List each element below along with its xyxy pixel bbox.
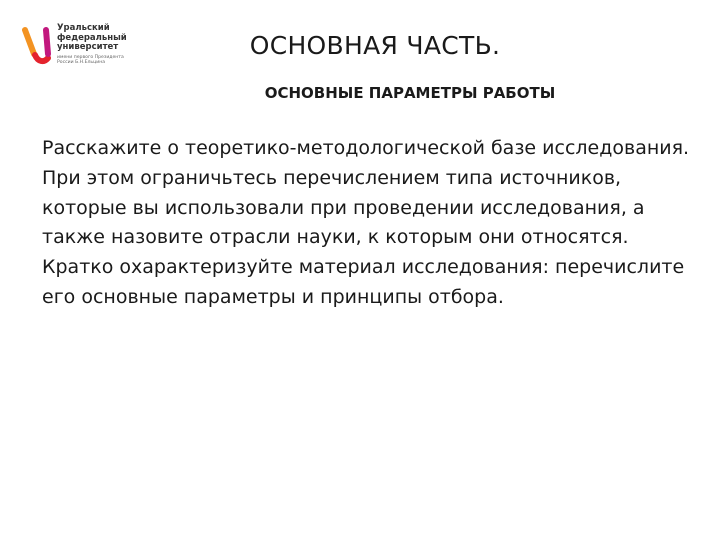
slide-body [42, 134, 692, 313]
slide-title: ОСНОВНАЯ ЧАСТЬ. [249, 31, 501, 60]
logo-line: университет [57, 42, 119, 52]
logo-line: федеральный [57, 32, 127, 43]
urfu-logo-mark-icon [22, 24, 52, 70]
slide-subtitle: ОСНОВНЫЕ ПАРАМЕТРЫ РАБОТЫ [264, 84, 556, 102]
body-paragraph: Расскажите о теоретико-методологической базе исследования. При этом ограничьтесь перечислением типа источников, которые вы использовали при проведении исследования, а также назовите отрасли науки, к которым они относятся. [42, 137, 690, 249]
logo-stroke-orange [25, 30, 34, 54]
logo-sub-line: России Б.Н.Ельцина [57, 60, 106, 66]
logo-stroke-magenta [46, 30, 48, 54]
logo-line: Уральский [57, 23, 110, 33]
logo-sub-line: имени первого Президента [57, 55, 124, 60]
body-paragraph: Кратко охарактеризуйте материал исследования: перечислите его основные параметры и принципы отбора. [42, 256, 685, 308]
